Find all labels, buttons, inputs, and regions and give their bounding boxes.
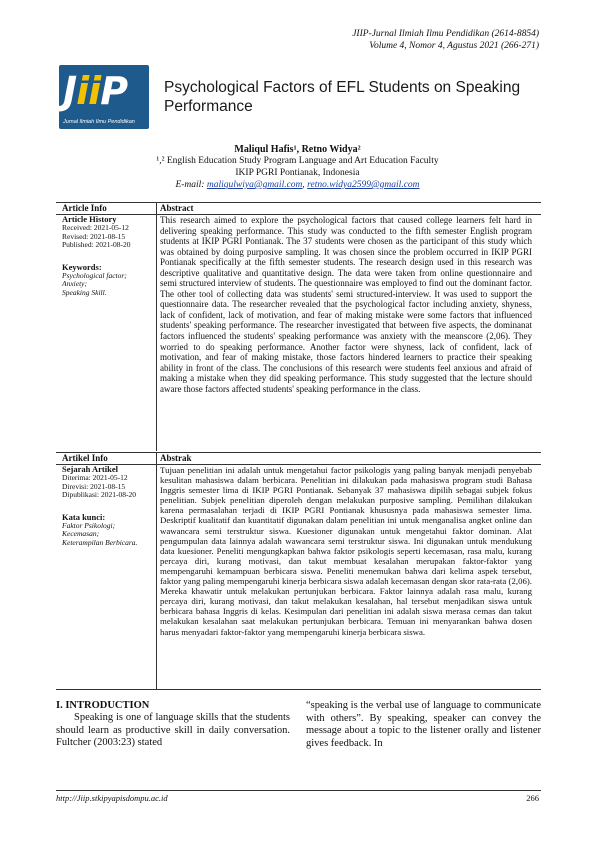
affiliation-program: ¹,² English Education Study Program Language and Art Education Faculty: [156, 156, 439, 166]
keyword: Anxiety;: [62, 279, 87, 288]
article-info-heading: Article Info: [62, 203, 107, 213]
abstract-text: This research aimed to explore the psychological factors that caused college learners felt hard in delivering speaking performance. This study was conducted to the fifth semester English program students at IKIP PGRI Pontianak. The 37 students were chosen as the participant of this study which was obtained by doing purposive sampling. It was chosen since the problem occurred in IKIP PGRI Pontianak specifically at the fifth semester students. The research design used in this research was descriptive qualitative and quantitative design. The data were taken from online questionnaire and semi structured interview of students. The questionnaire was employed to find out the dominant factor. The other tool of collecting data was students' semi structured-interview. It was used to support the questionnaire data. The researcher revealed that the psychological factor including anxiety, shyness, lack of confident, lack of motivation, and fear of making mistake were some factors that influenced students' speaking performance. The researcher investigated that between five aspects, the dominanat factors influenced the students' speaking performance was anxiety with the meanscore (2,06). They worried to do speaking performance. Another factor were shyness, lack of confident, lack of motivation, and fear of making mistake, those factors hindered learners to practice their speaking ability in front of the class. The conclusions of this research were students feel anxious and afraid of making a mistake when they did speaking performance. This study suggested that the lecture should aware those factors affected students' speaking performance in the class.: [160, 215, 532, 394]
section-heading: I. INTRODUCTION: [56, 700, 150, 711]
email-line: E-mail: maliqulwiya@gmail.com, retno.widya2599@gmail.com: [175, 180, 420, 190]
email-link-2[interactable]: retno.widya2599@gmail.com: [307, 180, 420, 190]
received-date: Diterima: 2021-05-12: [62, 473, 128, 482]
artikel-info-panel: [62, 464, 154, 547]
logo-wordmark: JiiP: [63, 69, 128, 113]
keywords-label: Keywords:: [62, 261, 102, 272]
received-date: Received: 2021-05-12: [62, 223, 129, 232]
keyword: Keterampilan Berbicara.: [62, 537, 138, 547]
journal-logo: [59, 65, 149, 129]
abstract-heading: Abstract: [160, 203, 194, 213]
sejarah-artikel-label: Sejarah Artikel: [62, 464, 118, 474]
abstract-box-english: [56, 202, 541, 451]
affiliation: [0, 155, 595, 191]
journal-header: [352, 28, 539, 52]
footer-divider: [56, 790, 541, 791]
revised-date: Revised: 2021-08-15: [62, 231, 126, 241]
abstrak-text: Tujuan penelitian ini adalah untuk mengetahui factor psikologis yang paling banyak menjadi penyebab kesulitan mahasiswa dalam berbicara. Penelitian ini dilakukan pada mahasiswa program studi Bahasa Inggris semester lima di IKIP PGRI Pontianak. Sebanyak 37 mahasiswa dipilih sebagai subjek fokus penelitian. Subjek penelitian diperoleh dengan melakukan purposive sampling. Pemilihan dilakukan karena permasalahan terjadi di IKIP PGRI Pontianak khususnya pada mahasiswa semester lima. Deskriptif kualitatif dan kuantitatif digunakan dalam penelitian ini untuk menganalisa angket online dan wawancara semi terstruktur siswa. Kuesioner digunakan untuk mengetahui faktor dominan. Alat pengumpulan data lainnya adalah wawancara semi terstruktur siswa. Ini digunakan untuk mendukung data kuesioner. Peneliti mengungkapkan bahwa faktor psikologis seperti kecemasan, rasa malu, kurang percaya diri, kurang motivasi, dan takut membuat kesalahan merupakan faktor-faktor yang mempengaruhi kemampuan berbicara siswa. Peneliti menemukan bahwa dari kelima aspek tersebut, faktor yang paling mempengaruhi kinerja berbicara siswa adalah kecemasan dengan skor rata-rata (2,06). Mereka khawatir untuk melakukan pertunjukan berbicara. Faktor lainnya adalah rasa malu, kurang percaya diri, kurang motivasi, dan takut melakukan kesalahan, hal tersebut menjadikan siswa untuk berbicara bahasa Inggris di kelas. Kesimpulan dari penelitian ini adalah siswa merasa cemas dan takut melakukan kesalahan saat melakukan pertunjukan berbicara. Temuan ini menyarankan bahwa dosen harus menyadari faktor-faktor yang mempengaruhi kinerja berbicara siswa.: [160, 465, 532, 637]
email-label: E-mail:: [175, 180, 205, 190]
paper-title: Psychological Factors of EFL Students on Speaking Performance: [164, 79, 521, 115]
body-column-right: “speaking is the verbal use of language to communicate with others”. By speaking, speaker can convey the message about a topic to the listener orally and listener gives feedback. In: [306, 700, 541, 749]
article-history-label: Article History: [62, 214, 117, 224]
keyword: Psychological factor;: [62, 270, 127, 280]
published-date: Dipublikasi: 2021-08-20: [62, 490, 136, 499]
kata-kunci-label: Kata kunci:: [62, 511, 106, 522]
column-divider: [156, 453, 157, 689]
footer-url-link[interactable]: http://Jiip.stkipyapisdompu.ac.id: [56, 793, 168, 803]
revised-date: Direvisi: 2021-08-15: [62, 481, 126, 491]
body-column-left: Speaking is one of language skills that the students should learn as productive skill in daily conversation. Fultcher (2003:23) stated: [56, 712, 290, 749]
keyword: Kecemasan;: [62, 529, 100, 538]
keyword: Speaking Skill.: [62, 287, 107, 297]
article-info-panel: [62, 214, 154, 297]
abstract-box-indonesian: [56, 452, 541, 690]
journal-name: JIIP-Jurnal Ilmiah Ilmu Pendidikan (2614-8854): [352, 29, 539, 39]
published-date: Published: 2021-08-20: [62, 240, 131, 249]
keyword: Faktor Psikologi;: [62, 520, 116, 530]
page-number: 266: [526, 793, 539, 803]
author-list: Maliqul Hafis¹, Retno Widya²: [234, 144, 361, 155]
affiliation-institution: IKIP PGRI Pontianak, Indonesia: [235, 168, 360, 178]
column-divider: [156, 203, 157, 451]
email-link-1[interactable]: maliqulwiya@gmail.com: [206, 180, 303, 190]
journal-volume: Volume 4, Nomor 4, Agustus 2021 (266-271): [369, 41, 539, 51]
logo-tagline: Jurnal Ilmiah Ilmu Pendidikan: [63, 119, 135, 125]
abstrak-heading: Abstrak: [160, 453, 192, 463]
artikel-info-heading: Artikel Info: [62, 453, 108, 463]
